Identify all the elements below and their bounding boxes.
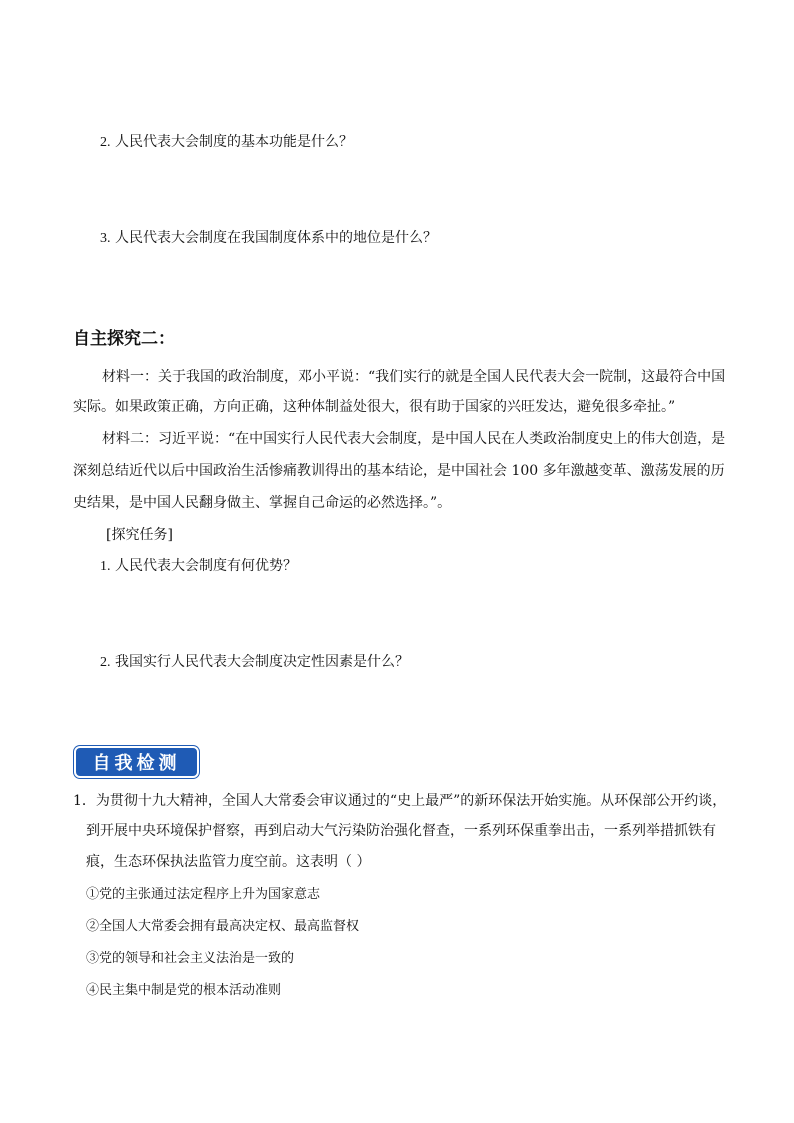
exercise-question-line: 痕，生态环保执法监管力度空前。这表明（ ）: [86, 854, 371, 870]
material-two-line: 深刻总结近代以后中国政治生活惨痛教训得出的基本结论，是中国社会 100 多年激越变革、激荡发展的历: [73, 463, 725, 479]
question-number: 1.: [100, 559, 111, 574]
exercise-question-line: 到开展中央环境保护督察，再到启动大气污染防治强化督查，一系列环保重拳出击，一系列举措抓铁有: [86, 823, 716, 839]
material-one-line: 实际。如果政策正确，方向正确，这种体制益处很大，很有助于国家的兴旺发达，避免很多牵扯。”: [73, 399, 676, 415]
question-text: 人民代表大会制度有何优势？: [114, 558, 297, 574]
answer-option: ③党的领导和社会主义法治是一致的: [86, 951, 295, 966]
answer-option: ④民主集中制是党的根本活动准则: [86, 983, 282, 998]
material-two-line: 史结果，是中国人民翻身做主、掌握自己命运的必然选择。”。: [73, 495, 452, 511]
answer-option: ①党的主张通过法定程序上升为国家意志: [86, 887, 321, 902]
material-two-line: 材料二：习近平说：“在中国实行人民代表大会制度，是中国人民在人类政治制度史上的伟大创造，是: [102, 431, 726, 447]
question-text: 人民代表大会制度在我国制度体系中的地位是什么？: [114, 230, 437, 246]
question-number: 2.: [100, 655, 111, 670]
question-item: [100, 132, 353, 153]
question-text: 我国实行人民代表大会制度决定性因素是什么？: [114, 654, 409, 670]
question-item: [100, 228, 437, 249]
exercise-question-line: 1．为贯彻十九大精神，全国人大常委会审议通过的“史上最严”的新环保法开始实施。从环保部公开约谈，: [73, 793, 727, 809]
self-check-badge: 自我检测: [76, 748, 197, 776]
material-one-line: 材料一：关于我国的政治制度，邓小平说：“我们实行的就是全国人民代表大会一院制，这最符合中国: [102, 369, 726, 385]
question-item: [100, 556, 297, 577]
question-number: 3.: [100, 231, 111, 246]
task-label: [探究任务]: [106, 527, 173, 543]
question-item: [100, 652, 409, 673]
question-text: 人民代表大会制度的基本功能是什么？: [114, 134, 353, 150]
section-heading: 自主探究二：: [73, 329, 175, 349]
question-number: 2.: [100, 135, 111, 150]
answer-option: ②全国人大常委会拥有最高决定权、最高监督权: [86, 919, 360, 934]
